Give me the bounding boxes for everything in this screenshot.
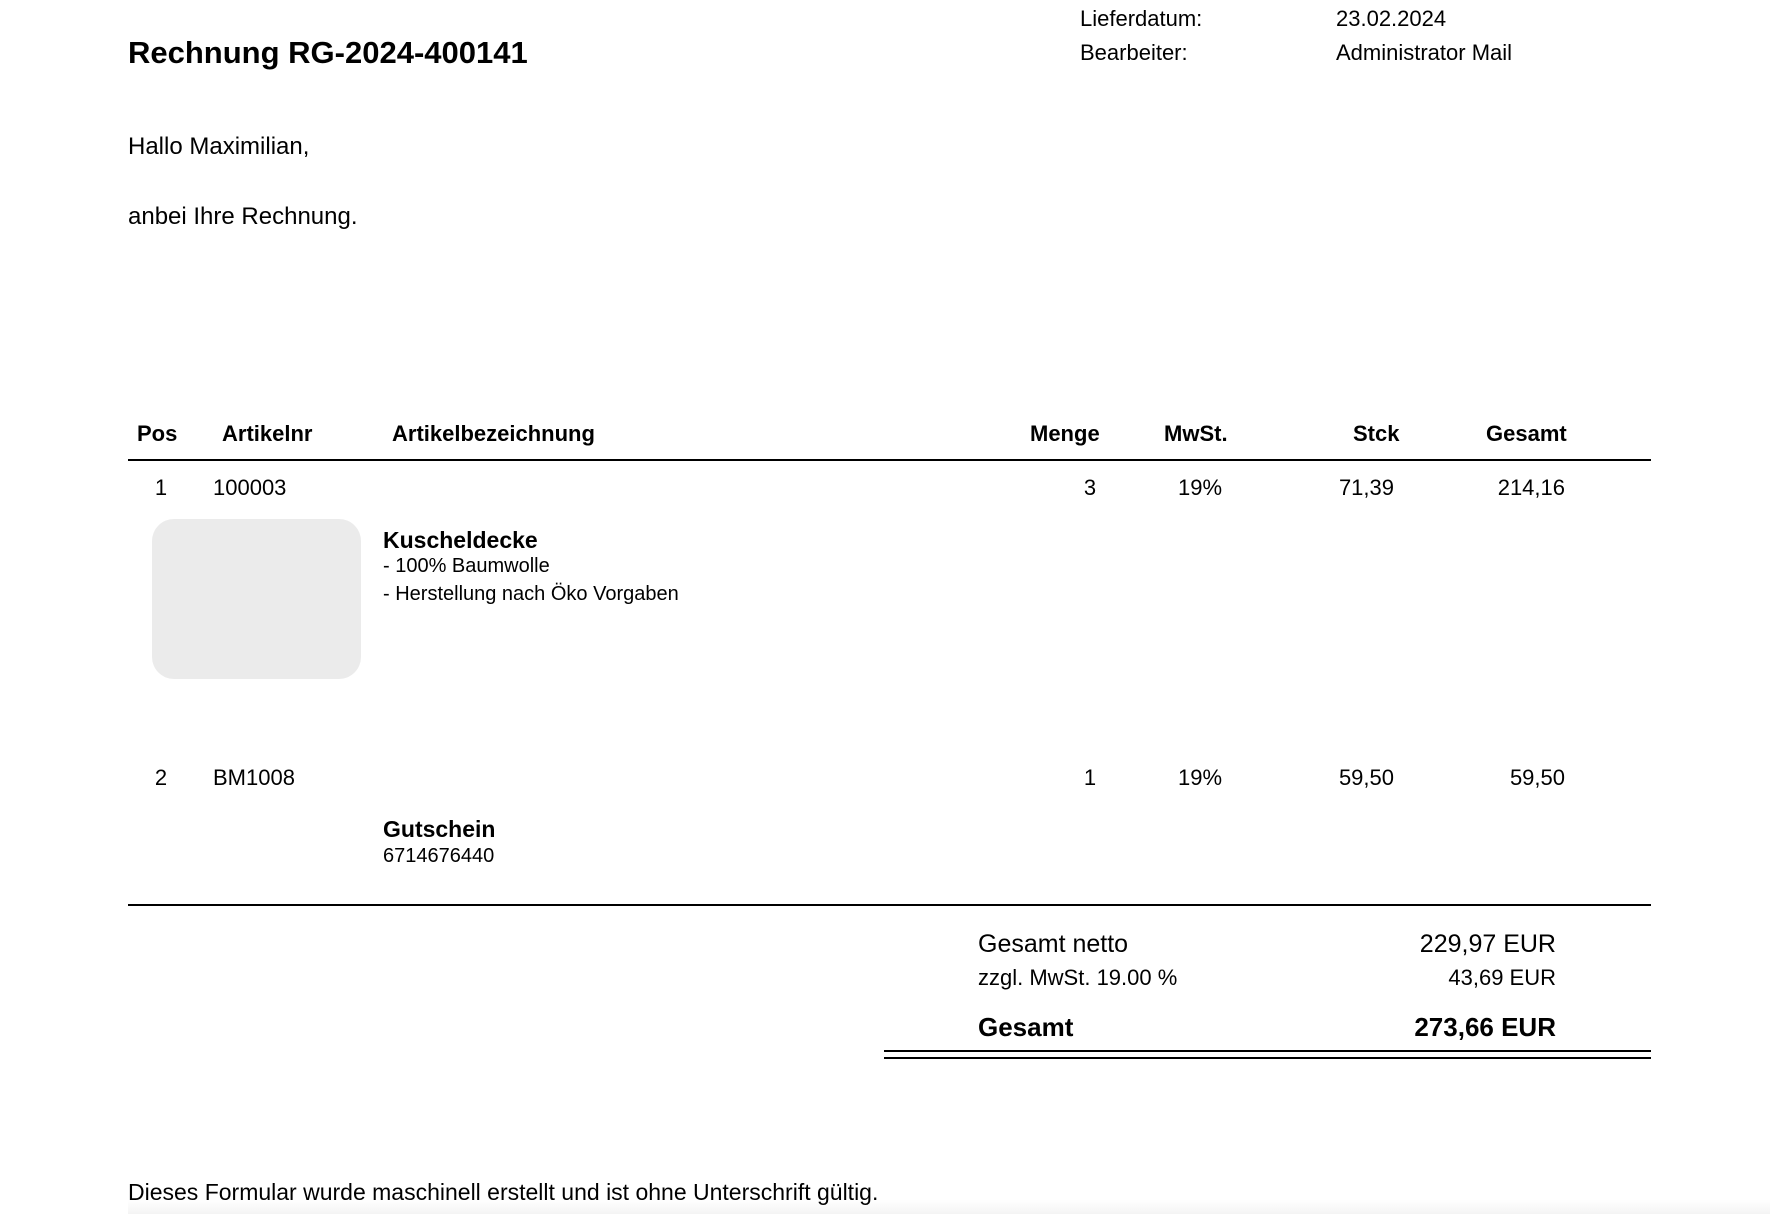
editor-value: Administrator Mail <box>1336 40 1513 65</box>
total-double-line-bottom <box>884 1057 1651 1059</box>
row-menge: 1 <box>1083 765 1097 790</box>
editor-label: Bearbeiter: <box>1080 40 1188 65</box>
delivery-date-value: 23.02.2024 <box>1336 6 1447 31</box>
tax-label: zzgl. MwSt. 19.00 % <box>978 965 1178 990</box>
header-gesamt: Gesamt <box>1486 421 1567 446</box>
header-menge: Menge <box>1030 421 1100 446</box>
grand-total-value: 273,66 EUR <box>1414 1012 1556 1042</box>
row-pos: 1 <box>154 475 168 500</box>
row-stck: 59,50 <box>1338 765 1394 790</box>
row-menge: 3 <box>1083 475 1097 500</box>
greeting: Hallo Maximilian, <box>128 133 310 160</box>
header-divider <box>128 459 1651 461</box>
row-mwst: 19% <box>1177 765 1223 790</box>
row-artikelnr: 100003 <box>213 475 287 500</box>
product-name: Kuscheldecke <box>383 527 538 553</box>
footer-note: Dieses Formular wurde maschinell erstellt und ist ohne Unterschrift gültig. <box>128 1179 879 1205</box>
header-stck: Stck <box>1353 421 1400 446</box>
header-artikelnr: Artikelnr <box>222 421 313 446</box>
net-total-label: Gesamt netto <box>978 930 1129 958</box>
header-pos: Pos <box>137 421 178 446</box>
header-mwst: MwSt. <box>1164 421 1228 446</box>
product-detail: - 100% Baumwolle <box>383 555 550 577</box>
tax-value: 43,69 EUR <box>1448 965 1556 990</box>
product-image-placeholder <box>152 519 361 679</box>
product-detail: 6714676440 <box>383 845 495 867</box>
net-total-value: 229,97 EUR <box>1419 930 1556 958</box>
delivery-date-label: Lieferdatum: <box>1080 6 1203 31</box>
row-artikelnr: BM1008 <box>213 765 295 790</box>
grand-total-label: Gesamt <box>978 1012 1074 1042</box>
row-mwst: 19% <box>1177 475 1223 500</box>
invoice-title: Rechnung RG-2024-400141 <box>128 35 528 70</box>
product-name: Gutschein <box>383 816 496 842</box>
header-bezeichnung: Artikelbezeichnung <box>392 421 595 446</box>
product-detail: - Herstellung nach Öko Vorgaben <box>383 583 679 605</box>
row-stck: 71,39 <box>1338 475 1394 500</box>
total-double-line-top <box>884 1050 1651 1052</box>
row-gesamt: 214,16 <box>1497 475 1565 500</box>
intro-text: anbei Ihre Rechnung. <box>128 203 358 230</box>
table-bottom-divider <box>128 904 1651 906</box>
row-gesamt: 59,50 <box>1509 765 1565 790</box>
row-pos: 2 <box>154 765 168 790</box>
